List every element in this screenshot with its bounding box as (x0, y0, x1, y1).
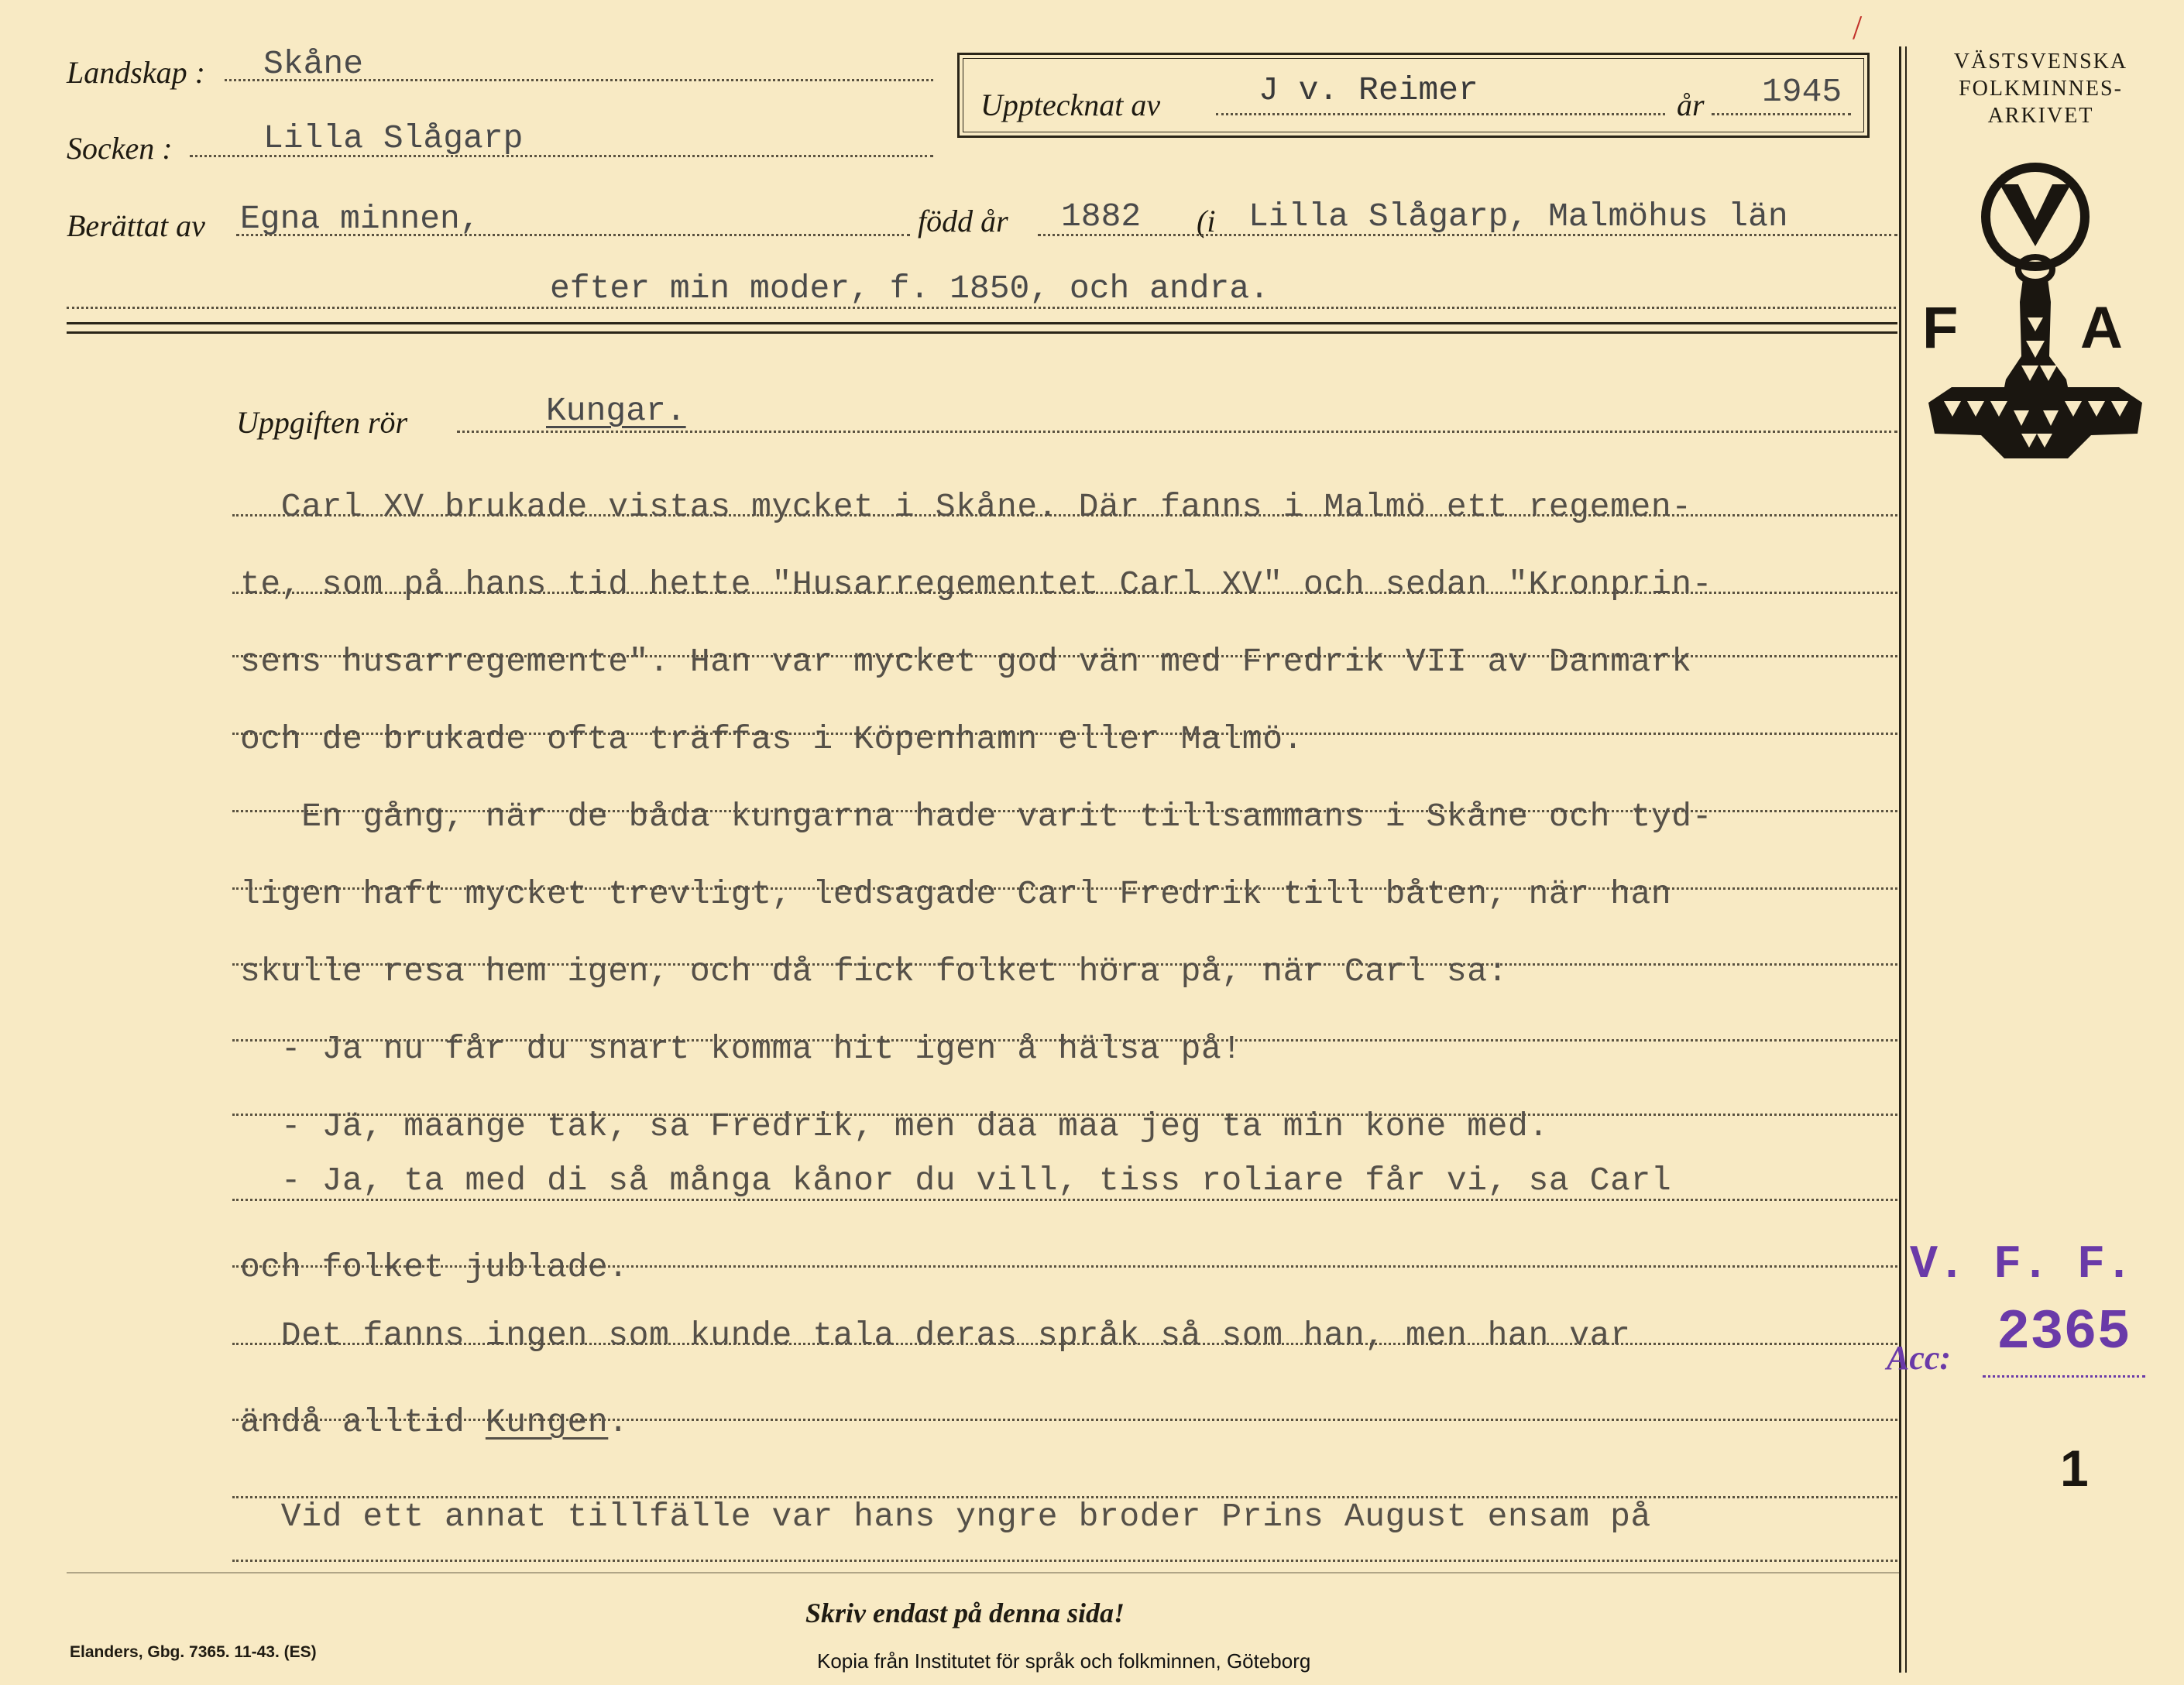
body-dotline-15 (232, 1560, 1897, 1562)
stamp-acc-label: Acc: (1887, 1339, 1952, 1377)
body-line-10: - Ja, ta med di så många kånor du vill, tiss roliare får vi, sa Carl (240, 1162, 1672, 1199)
berattat-line2: efter min moder, f. 1850, och andra. (550, 269, 1269, 307)
berattat-value: Egna minnen, (240, 200, 480, 238)
subject-value: Kungar. (546, 392, 686, 430)
upptecknat-dotline (1216, 113, 1665, 115)
berattat-dotline-2 (67, 307, 1896, 309)
berattat-label: Berättat av (67, 208, 205, 243)
subject-label: Uppgiften rör (236, 405, 408, 440)
stamp-acc-dotline (1983, 1375, 2145, 1378)
footer-instruction: Skriv endast på denna sida! (805, 1597, 1125, 1628)
ar-value: 1945 (1762, 73, 1842, 111)
footer-faint-rule (67, 1572, 1899, 1573)
sheet-number: 1 (2060, 1440, 2089, 1497)
berattat-dotline (236, 234, 910, 236)
logo-hammer-head (1928, 387, 2142, 458)
red-page-mark: / (1853, 9, 1863, 46)
logo-letter-f: F (1922, 295, 1959, 361)
stamp-acc-number: 2365 (1997, 1301, 2131, 1364)
archive-name-line-2: FOLKMINNES- (1959, 77, 2123, 101)
footer-printer: Elanders, Gbg. 7365. 11-43. (ES) (70, 1643, 317, 1661)
logo-circle (1986, 167, 2085, 266)
socken-dotline (190, 155, 933, 157)
fodd-label: född år (918, 204, 1008, 239)
header-rule-bottom (67, 331, 1897, 334)
ar-label: år (1677, 88, 1705, 122)
landskap-label: Landskap : (67, 55, 205, 90)
socken-label: Socken : (67, 131, 173, 166)
body-line-12: Det fanns ingen som kunde tala deras språk så som han, men han var (240, 1316, 1631, 1354)
body-line-2: te, som på hans tid hette "Husarregementet Carl XV" och sedan "Kronprin- (240, 565, 1713, 603)
fodd-dotline (1038, 234, 1897, 236)
body-line-13 (240, 1403, 629, 1441)
socken-value: Lilla Slågarp (263, 119, 524, 157)
body-line-13-text: ändå alltid (240, 1403, 486, 1441)
archive-name-line-1: VÄSTSVENSKA (1953, 50, 2128, 74)
body-line-1: Carl XV brukade vistas mycket i Skåne. Där fanns i Malmö ett regemen- (240, 488, 1692, 526)
body-line-8: - Ja nu får du snart komma hit igen å hälsa på! (240, 1030, 1242, 1068)
margin-rule-left (1899, 46, 1901, 1673)
upptecknat-value: J v. Reimer (1259, 71, 1478, 109)
body-line-3: sens husarregemente". Han var mycket god vän med Fredrik VII av Danmark (240, 643, 1692, 681)
landskap-dotline (225, 79, 933, 81)
header-rule-top (67, 322, 1897, 324)
kungen-word: Kungen (485, 1403, 609, 1441)
landskap-value: Skåne (263, 45, 364, 83)
body-line-4: och de brukade ofta träffas i Köpenhamn eller Malmö. (240, 720, 1304, 758)
archive-name (1913, 48, 2169, 129)
fodd-paren: (i (1197, 204, 1216, 239)
footer-copy-note: Kopia från Institutet för språk och folkminnen, Göteborg (817, 1649, 1311, 1673)
fodd-value: 1882 (1061, 197, 1142, 235)
fodd-place: Lilla Slågarp, Malmöhus län (1248, 197, 1788, 235)
ar-dotline (1712, 113, 1851, 115)
logo-hammer-shaft (2004, 279, 2068, 387)
body-line-7: skulle resa hem igen, och då fick folket höra på, när Carl sa: (240, 952, 1509, 990)
stamp-vff: V. F. F. (1910, 1239, 2134, 1292)
body-line-14: Vid ett annat tillfälle var hans yngre broder Prins August ensam på (240, 1498, 1651, 1536)
logo-v-shape (2000, 184, 2071, 246)
logo-letter-a: A (2080, 295, 2123, 361)
body-line-9: - Jä, maange tak, sa Fredrik, men daa maa jeg ta min kone med. (240, 1107, 1549, 1145)
kungen-trailing: . (608, 1403, 629, 1441)
upptecknat-label: Upptecknat av (980, 88, 1161, 122)
body-line-6: ligen haft mycket trevligt, ledsagade Carl Fredrik till båten, när han (240, 875, 1672, 913)
subject-dotline (457, 431, 1897, 433)
margin-rule-right (1905, 46, 1907, 1673)
archive-name-line-3: ARKIVET (1987, 104, 2094, 128)
body-line-5: En gång, när de båda kungarna hade varit tillsammans i Skåne och tyd- (240, 798, 1713, 836)
body-line-11: och folket jublade. (240, 1248, 629, 1286)
